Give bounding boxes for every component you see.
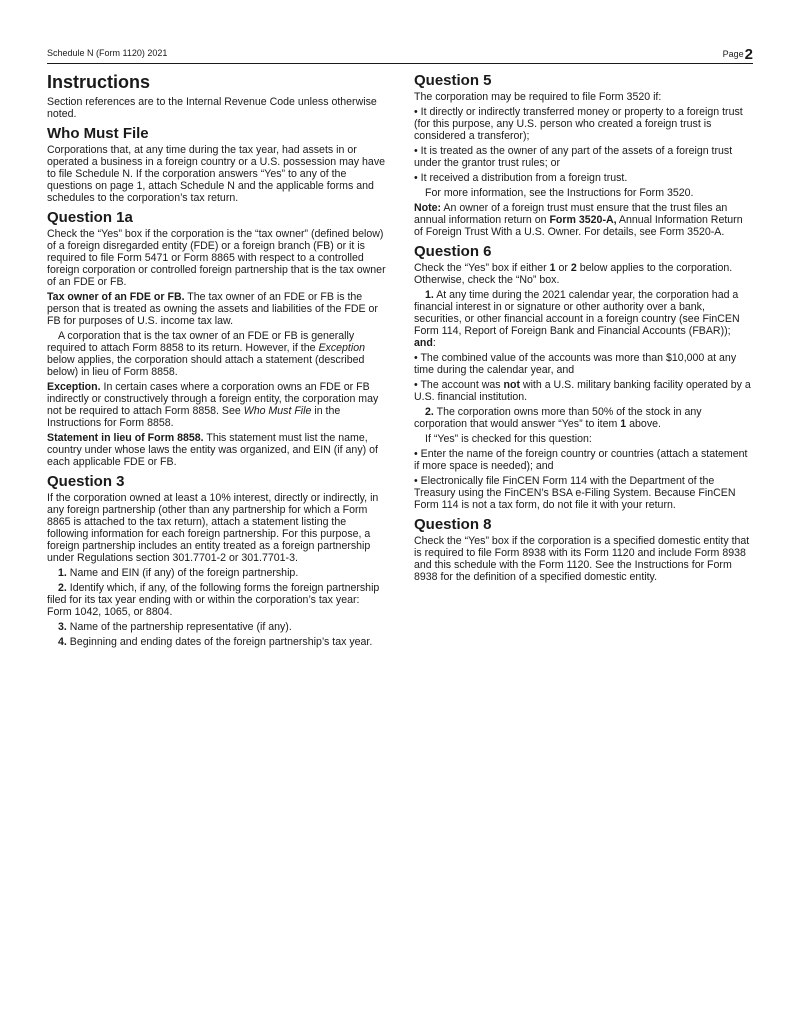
intro-text-b: below applies to the corporation. Otherwise, check the “No” box.	[414, 262, 733, 286]
exception-ref: Exception	[318, 342, 365, 354]
list-item	[47, 582, 387, 618]
header-divider	[47, 63, 753, 64]
question-8-heading: Question 8	[414, 516, 492, 533]
question-1a-paragraph: Check the “Yes” box if the corporation is the “tax owner” (defined below) of a foreign disregarded entity (FDE) or a foreign branch (FB) or it is required to file Form 5471 or Form 8865 with respect to a controlled foreign corporation or controlled foreign partnership that is the tax owner of an FDE or FB.	[47, 228, 386, 288]
question-5-intro: The corporation may be required to file Form 3520 if:	[414, 91, 662, 103]
instructions-intro: Section references are to the Internal Revenue Code unless otherwise noted.	[47, 96, 377, 120]
item-number: 1.	[425, 289, 434, 301]
item-number: 1.	[58, 567, 67, 579]
bullet-text-b: with a U.S. military banking facility operated by a U.S. financial institution.	[414, 379, 751, 403]
right-column	[414, 72, 754, 586]
item-text-b: above.	[626, 418, 661, 430]
left-column	[47, 72, 387, 651]
bullet-item	[414, 379, 754, 403]
item-text: Identify which, if any, of the following forms the foreign partnership filed for its tax year ending with or within the corporation’s tax year: Form 1042, 1065, or 8804.	[47, 582, 380, 618]
tax-owner-paragraph	[47, 291, 387, 327]
item-text: At any time during the 2021 calendar year, the corporation had a financial interest in or signature or other authority over a bank, securities, or other financial account in a foreign country (see FinCEN Form 114, Report of Foreign Bank and Financial Accounts (FBAR));	[414, 289, 740, 337]
item-text-a: The corporation owns more than 50% of the stock in any corporation that would answer “Yes” to item	[414, 406, 702, 430]
note-form-ref: Form 3520-A,	[549, 214, 617, 226]
item-text: Beginning and ending dates of the foreign partnership’s tax year.	[66, 636, 373, 648]
item-end: :	[432, 337, 436, 349]
page-number: 2	[744, 46, 753, 63]
who-must-file-ref: Who Must File	[243, 405, 312, 417]
tax-owner-text: The tax owner of an FDE or FB is the person that is treated as owning the assets and liabilities of the FDE or FB for purposes of U.S. income tax law.	[47, 291, 378, 327]
if-yes-text: If “Yes” is checked for this question:	[425, 433, 592, 445]
exception-paragraph	[47, 381, 387, 429]
question-3-heading: Question 3	[47, 473, 125, 490]
note-lead: Note:	[414, 202, 442, 214]
form-8858-text-b: below applies, the corporation should attach a statement (described below) in lieu of Form 8858.	[47, 354, 365, 378]
item-number: 2.	[58, 582, 67, 594]
page-header	[47, 46, 753, 62]
bullet-not: not	[503, 379, 520, 391]
bullet-text-a: • The account was	[414, 379, 504, 391]
item-ref-1: 1	[549, 262, 556, 274]
who-must-file-heading: Who Must File	[47, 125, 149, 142]
statement-lead: Statement in lieu of Form 8858.	[47, 432, 204, 444]
instructions-heading: Instructions	[47, 72, 151, 92]
note-text-a: An owner of a foreign trust must ensure that the trust files an annual information return on	[414, 202, 728, 226]
who-must-file-text: Corporations that, at any time during the tax year, had assets in or operated a business in a foreign country or a U.S. possession may have to file Schedule N. If the corporation answers “Yes” to any of the questions on page 1, attach Schedule N and the applicable forms and schedules to the corporation’s tax return.	[47, 144, 386, 204]
form-8858-text-a: A corporation that is the tax owner of an FDE or FB is generally required to attach Form 8858 to its return. However, if the	[47, 330, 355, 354]
item-ref-2: 2	[570, 262, 577, 274]
list-item	[47, 621, 387, 633]
item-number: 4.	[58, 636, 67, 648]
statement-text: This statement must list the name, country under whose laws the entity was organized, and EIN (if any) of each applicable FDE or FB.	[47, 432, 378, 468]
question-1a-heading: Question 1a	[47, 209, 133, 226]
bullet-item: • Electronically file FinCEN Form 114 with the Department of the Treasury using the FinCEN’s BSA e-Filing System. Because FinCEN Form 114 is not a tax form, do not file it with your return.	[414, 475, 736, 511]
question-5-more-info: For more information, see the Instructions for Form 3520.	[425, 187, 694, 199]
list-item	[414, 406, 754, 430]
item-text: Name of the partnership representative (if any).	[66, 621, 292, 633]
item-number: 2.	[425, 406, 434, 418]
intro-text-a: Check the “Yes” box if either	[414, 262, 550, 274]
note-text-b: Annual Information Return of Foreign Trust With a U.S. Owner. For details, see Form 3520-A.	[414, 214, 743, 238]
note-paragraph	[414, 202, 754, 238]
list-item	[47, 567, 387, 579]
bullet-item: • Enter the name of the foreign country or countries (attach a statement if more space is needed); and	[414, 448, 748, 472]
item-ref: 1	[620, 418, 627, 430]
bullet-item: • It directly or indirectly transferred money or property to a foreign trust (for this purpose, any U.S. person who created a foreign trust is considered a transferor);	[414, 106, 743, 142]
bullet-item: • It received a distribution from a foreign trust.	[414, 172, 628, 184]
page-indicator	[723, 46, 753, 63]
question-5-heading: Question 5	[414, 72, 492, 89]
intro-or: or	[555, 262, 571, 274]
item-text: Name and EIN (if any) of the foreign partnership.	[66, 567, 299, 579]
exception-end: in the Instructions for Form 8858.	[47, 405, 341, 429]
question-8-text: Check the “Yes” box if the corporation is a specified domestic entity that is required to file Form 8938 with its Form 1120 and include Form 8938 and this schedule with the Form 1120. See the Instructions for Form 8938 for the definition of a specified domestic entity.	[414, 535, 750, 583]
list-item	[47, 636, 387, 648]
question-6-heading: Question 6	[414, 243, 492, 260]
tax-owner-lead: Tax owner of an FDE or FB.	[47, 291, 185, 303]
question-3-paragraph: If the corporation owned at least a 10% interest, directly or indirectly, in any foreign partnership (other than any partnership for which a Form 8865 is attached to the tax return), attach a statement listing the following information for each foreign partnership. For this purpose, a foreign partnership includes an entity treated as a foreign partnership under Regulations section 301.7701-2 or 301.7701-3.	[47, 492, 379, 564]
item-and: and	[414, 337, 433, 349]
list-item	[414, 289, 754, 349]
bullet-item: • It is treated as the owner of any part of the assets of a foreign trust under the grantor trust rules; or	[414, 145, 733, 169]
form-title: Schedule N (Form 1120) 2021	[47, 48, 168, 58]
exception-text: In certain cases where a corporation owns an FDE or FB indirectly or constructively through a foreign entity, the corporation may not be required to attach Form 8858. See	[47, 381, 379, 417]
page-label: Page	[722, 49, 744, 59]
form-8858-paragraph	[47, 330, 387, 378]
item-number: 3.	[58, 621, 67, 633]
question-6-intro	[414, 262, 754, 286]
statement-paragraph	[47, 432, 387, 468]
exception-lead: Exception.	[47, 381, 101, 393]
bullet-item: • The combined value of the accounts was more than $10,000 at any time during the calendar year, and	[414, 352, 737, 376]
